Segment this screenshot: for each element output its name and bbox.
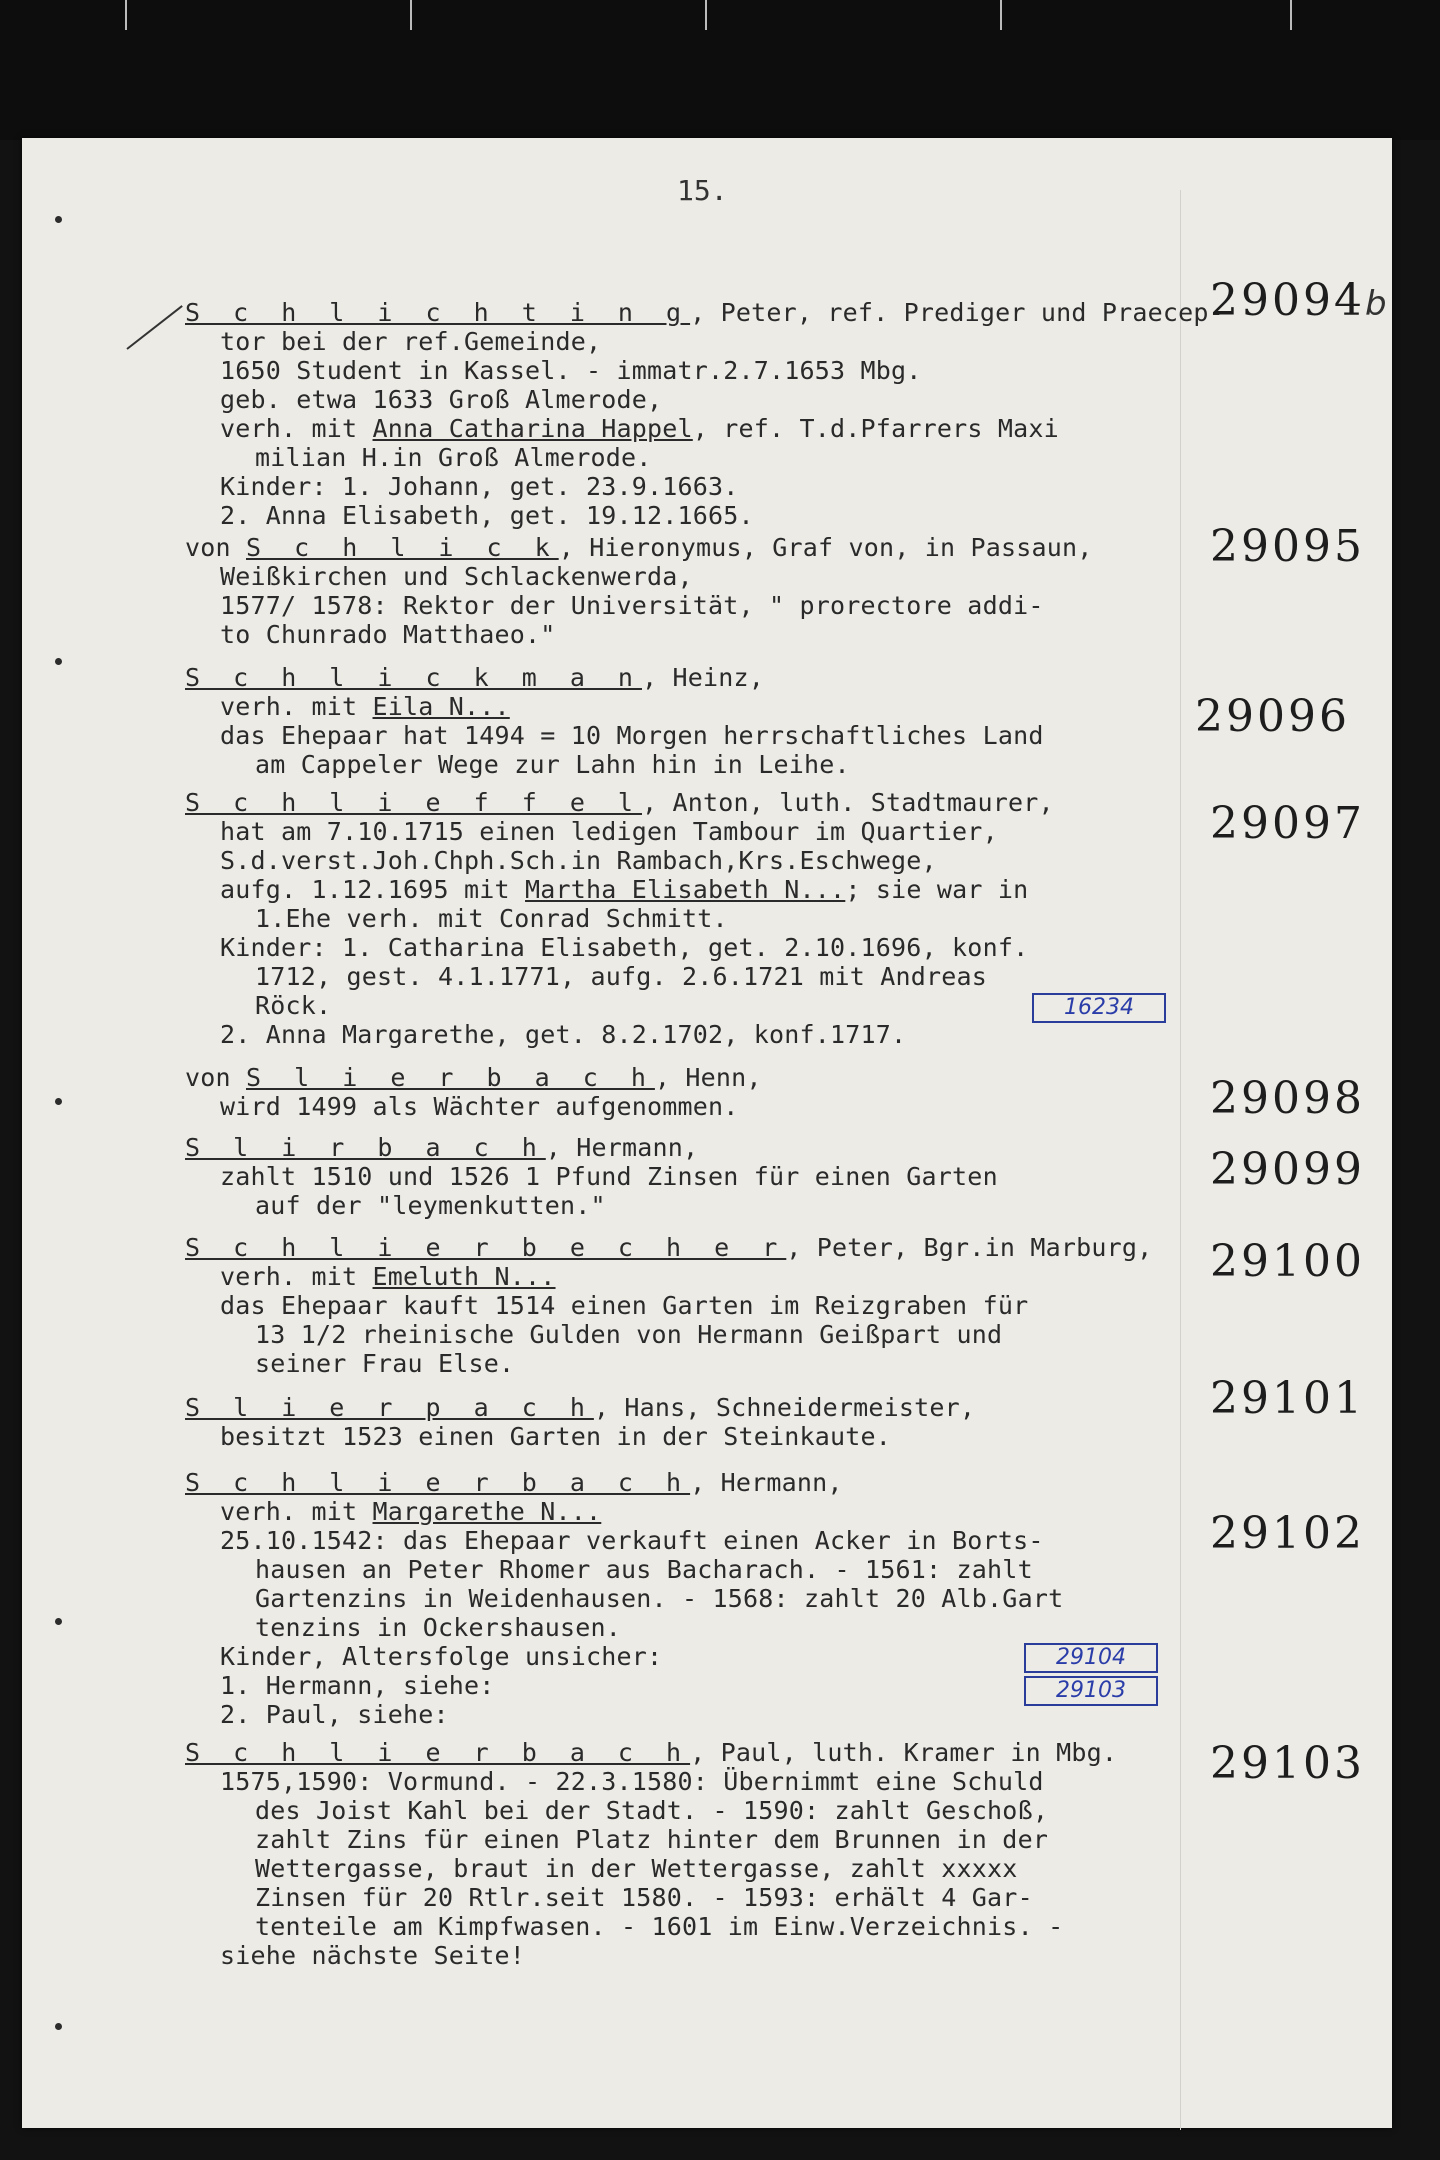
- entry-text: 1575,1590: Vormund. - 22.3.1580: Übernimmt eine Schuld: [220, 1767, 1044, 1796]
- entry-text: tenteile am Kimpfwasen. - 1601 im Einw.Verzeichnis. -: [255, 1912, 1064, 1941]
- register-number-value: 29101: [1210, 1373, 1365, 1424]
- entry-details: , Henn,: [654, 1063, 762, 1092]
- entry-text: das Ehepaar kauft 1514 einen Garten im Reizgraben für: [220, 1291, 1029, 1320]
- entry-text: siehe nächste Seite!: [220, 1941, 526, 1970]
- punch-hole: [55, 216, 62, 223]
- punch-hole: [55, 1098, 62, 1105]
- register-number: [1210, 275, 1390, 326]
- entry-text: S.d.verst.Joh.Chph.Sch.in Rambach,Krs.Eschwege,: [220, 846, 937, 875]
- register-number: [1210, 1073, 1365, 1124]
- register-entry: [185, 1393, 1185, 1451]
- entry-text-line: [185, 817, 1185, 846]
- entry-text-line: [185, 501, 1185, 530]
- entry-details: , Peter, ref. Prediger und Praecep-: [690, 298, 1224, 327]
- register-number: [1210, 1144, 1365, 1195]
- register-number: [1210, 521, 1365, 572]
- surname-spaced: S l i r b a c h: [185, 1133, 546, 1162]
- entry-details: , Heinz,: [641, 663, 764, 692]
- punch-hole: [55, 1618, 62, 1625]
- entry-prefix: von: [185, 1063, 247, 1092]
- entry-heading-line: [185, 1133, 1185, 1162]
- entry-text: Zinsen für 20 Rtlr.seit 1580. - 1593: erhält 4 Gar-: [255, 1883, 1033, 1912]
- entry-text: Kinder: 1. Catharina Elisabeth, get. 2.10.1696, konf.: [220, 933, 1029, 962]
- register-number-value: 29094: [1210, 275, 1365, 326]
- entry-text: zahlt 1510 und 1526 1 Pfund Zinsen für einen Garten: [220, 1162, 998, 1191]
- entry-text: am Cappeler Wege zur Lahn hin in Leihe.: [255, 750, 850, 779]
- entry-text: 1650 Student in Kassel. - immatr.2.7.1653 Mbg.: [220, 356, 922, 385]
- entry-text: zahlt Zins für einen Platz hinter dem Brunnen in der: [255, 1825, 1049, 1854]
- register-number: [1210, 1738, 1365, 1789]
- register-number-value: 29096: [1195, 691, 1350, 742]
- entry-text-line: [185, 1767, 1185, 1796]
- entry-text-line: [185, 1020, 1185, 1049]
- entry-details: , Hermann,: [545, 1133, 699, 1162]
- register-number: [1210, 798, 1365, 849]
- register-entry: [185, 663, 1185, 779]
- entry-text: Weißkirchen und Schlackenwerda,: [220, 562, 693, 591]
- spouse-name: Martha Elisabeth N...: [525, 875, 846, 904]
- surname-spaced: S l i e r b a c h: [246, 1063, 655, 1092]
- entry-heading-line: [185, 1393, 1185, 1422]
- entry-heading-line: [185, 1063, 1185, 1092]
- cross-reference-stamp: 29103: [1024, 1676, 1158, 1706]
- register-number-value: 29103: [1210, 1738, 1365, 1789]
- entry-text: 13 1/2 rheinische Gulden von Hermann Geißpart und: [255, 1320, 1003, 1349]
- register-number: [1210, 1373, 1365, 1424]
- register-entry: [185, 1738, 1185, 1970]
- entry-text: geb. etwa 1633 Groß Almerode,: [220, 385, 663, 414]
- surname-spaced: S c h l i c k m a n: [185, 663, 642, 692]
- entry-text: Röck.: [255, 991, 332, 1020]
- punch-hole: [55, 658, 62, 665]
- register-entry: [185, 1133, 1185, 1220]
- entry-text-line: [185, 1291, 1185, 1320]
- punch-hole: [55, 2023, 62, 2030]
- entry-text: 1.Ehe verh. mit Conrad Schmitt.: [255, 904, 728, 933]
- entry-text: 1. Hermann, siehe:: [220, 1671, 495, 1700]
- entry-text: Kinder, Altersfolge unsicher:: [220, 1642, 663, 1671]
- entry-heading-line: [185, 533, 1185, 562]
- surname-spaced: S c h l i e f f e l: [185, 788, 642, 817]
- spouse-name: Anna Catharina Happel: [372, 414, 693, 443]
- entry-text: Gartenzins in Weidenhausen. - 1568: zahlt 20 Alb.Gart: [255, 1584, 1064, 1613]
- surname-spaced: S c h l i e r b e c h e r: [185, 1233, 787, 1262]
- entry-text-line: [185, 846, 1185, 875]
- entry-text-line: [185, 1825, 1185, 1854]
- surname-spaced: S c h l i c k: [246, 533, 559, 562]
- entry-text-line: [185, 1526, 1185, 1555]
- entry-text-line: [185, 904, 1185, 933]
- entry-text-line: [185, 1320, 1185, 1349]
- entry-details: , Peter, Bgr.in Marburg,: [786, 1233, 1153, 1262]
- ruler-tick: [1000, 0, 1002, 30]
- register-entry: [185, 533, 1185, 649]
- entry-text: Wettergasse, braut in der Wettergasse, zahlt xxxxx: [255, 1854, 1018, 1883]
- entry-text: to Chunrado Matthaeo.": [220, 620, 556, 649]
- entry-text-line: [185, 443, 1185, 472]
- entry-text-line: [185, 933, 1185, 962]
- entry-prefix: verh. mit: [220, 414, 373, 443]
- ruler-tick: [705, 0, 707, 30]
- entry-text: 2. Paul, siehe:: [220, 1700, 449, 1729]
- entry-heading-line: [185, 1738, 1185, 1767]
- register-number-value: 29095: [1210, 521, 1365, 572]
- entry-text: seiner Frau Else.: [255, 1349, 515, 1378]
- entry-text-line: [185, 875, 1185, 904]
- ruler-tick: [1290, 0, 1292, 30]
- ruler-tick: [125, 0, 127, 30]
- cross-reference-stamp: 16234: [1032, 993, 1166, 1023]
- entry-text: 1577/ 1578: Rektor der Universität, " prorectore addi-: [220, 591, 1044, 620]
- entry-text-line: [185, 1796, 1185, 1825]
- pencil-slash-mark: [126, 305, 182, 350]
- ruler-tick: [410, 0, 412, 30]
- entry-text-line: [185, 1422, 1185, 1451]
- entry-details: , Paul, luth. Kramer in Mbg.: [690, 1738, 1118, 1767]
- entry-prefix: aufg. 1.12.1695 mit: [220, 875, 526, 904]
- entry-text: tor bei der ref.Gemeinde,: [220, 327, 602, 356]
- surname-spaced: S c h l i c h t i n g: [185, 298, 691, 327]
- entry-text: 2. Anna Elisabeth, get. 19.12.1665.: [220, 501, 754, 530]
- entry-text: milian H.in Groß Almerode.: [255, 443, 652, 472]
- entry-text-line: [185, 962, 1185, 991]
- register-entry: [185, 1233, 1185, 1378]
- entry-suffix: ; sie war in: [845, 875, 1029, 904]
- entry-prefix: verh. mit: [220, 1262, 373, 1291]
- entry-text-line: [185, 1584, 1185, 1613]
- surname-spaced: S c h l i e r b a c h: [185, 1738, 691, 1767]
- surname-spaced: S c h l i e r b a c h: [185, 1468, 691, 1497]
- entry-text-line: [185, 620, 1185, 649]
- entry-heading-line: [185, 1468, 1185, 1497]
- entry-details: , Hermann,: [690, 1468, 843, 1497]
- register-number-value: 29097: [1210, 798, 1365, 849]
- register-entry: [185, 1063, 1185, 1121]
- entry-text: 2. Anna Margarethe, get. 8.2.1702, konf.1717.: [220, 1020, 907, 1049]
- entry-text-line: [185, 591, 1185, 620]
- entry-suffix: , ref. T.d.Pfarrers Maxi: [692, 414, 1059, 443]
- entry-heading-line: [185, 788, 1185, 817]
- entry-text-line: [185, 414, 1185, 443]
- entry-text-line: [185, 1162, 1185, 1191]
- spouse-name: Emeluth N...: [372, 1262, 556, 1291]
- scanner-background: [0, 0, 1440, 140]
- entry-text-line: [185, 1191, 1185, 1220]
- register-number: [1195, 691, 1350, 742]
- entry-text: tenzins in Ockershausen.: [255, 1613, 622, 1642]
- entry-text-line: [185, 385, 1185, 414]
- entry-text: hausen an Peter Rhomer aus Bacharach. - 1561: zahlt: [255, 1555, 1033, 1584]
- entry-text-line: [185, 1349, 1185, 1378]
- entry-text-line: [185, 750, 1185, 779]
- entry-text-line: [185, 1092, 1185, 1121]
- entry-details: , Hans, Schneidermeister,: [593, 1393, 976, 1422]
- entry-text: Kinder: 1. Johann, get. 23.9.1663.: [220, 472, 739, 501]
- document-page: [22, 138, 1392, 2128]
- entry-text-line: [185, 1854, 1185, 1883]
- entry-text-line: [185, 1613, 1185, 1642]
- entry-prefix: verh. mit: [220, 692, 373, 721]
- register-number-value: 29098: [1210, 1073, 1365, 1124]
- entry-text-line: [185, 1941, 1185, 1970]
- entry-text-line: [185, 1262, 1185, 1291]
- entry-text: 1712, gest. 4.1.1771, aufg. 2.6.1721 mit Andreas: [255, 962, 988, 991]
- register-number: [1210, 1508, 1365, 1559]
- entry-text: das Ehepaar hat 1494 = 10 Morgen herrschaftliches Land: [220, 721, 1044, 750]
- register-number-value: 29099: [1210, 1144, 1365, 1195]
- entry-text-line: [185, 472, 1185, 501]
- entry-text-line: [185, 562, 1185, 591]
- entry-details: , Anton, luth. Stadtmaurer,: [641, 788, 1054, 817]
- entry-text-line: [185, 1497, 1185, 1526]
- spouse-name: Margarethe N...: [372, 1497, 602, 1526]
- entry-text-line: [185, 692, 1185, 721]
- entry-prefix: von: [185, 533, 247, 562]
- entry-text: auf der "leymenkutten.": [255, 1191, 606, 1220]
- register-number-value: 29100: [1210, 1236, 1365, 1287]
- entry-prefix: verh. mit: [220, 1497, 373, 1526]
- page-number: 15.: [677, 174, 728, 207]
- entry-text: des Joist Kahl bei der Stadt. - 1590: zahlt Geschoß,: [255, 1796, 1049, 1825]
- entry-text-line: [185, 1912, 1185, 1941]
- register-number: [1210, 1236, 1365, 1287]
- entry-text-line: [185, 721, 1185, 750]
- entry-text: 25.10.1542: das Ehepaar verkauft einen Acker in Borts-: [220, 1526, 1044, 1555]
- register-number-value: 29102: [1210, 1508, 1365, 1559]
- register-entry: [185, 298, 1224, 530]
- entry-text-line: [185, 1555, 1185, 1584]
- spouse-name: Eila N...: [372, 692, 510, 721]
- cross-reference-stamp: 29104: [1024, 1643, 1158, 1673]
- entry-heading-line: [185, 298, 1224, 327]
- entry-text: besitzt 1523 einen Garten in der Steinkaute.: [220, 1422, 892, 1451]
- entry-details: , Hieronymus, Graf von, in Passaun,: [558, 533, 1093, 562]
- entry-text-line: [185, 356, 1185, 385]
- entry-text-line: [185, 1883, 1185, 1912]
- entry-heading-line: [185, 663, 1185, 692]
- surname-spaced: S l i e r p a c h: [185, 1393, 594, 1422]
- handwritten-mark: b: [1364, 284, 1390, 324]
- entry-text: wird 1499 als Wächter aufgenommen.: [220, 1092, 739, 1121]
- entry-text: hat am 7.10.1715 einen ledigen Tambour im Quartier,: [220, 817, 998, 846]
- entry-heading-line: [185, 1233, 1185, 1262]
- entry-text-line: [185, 327, 1185, 356]
